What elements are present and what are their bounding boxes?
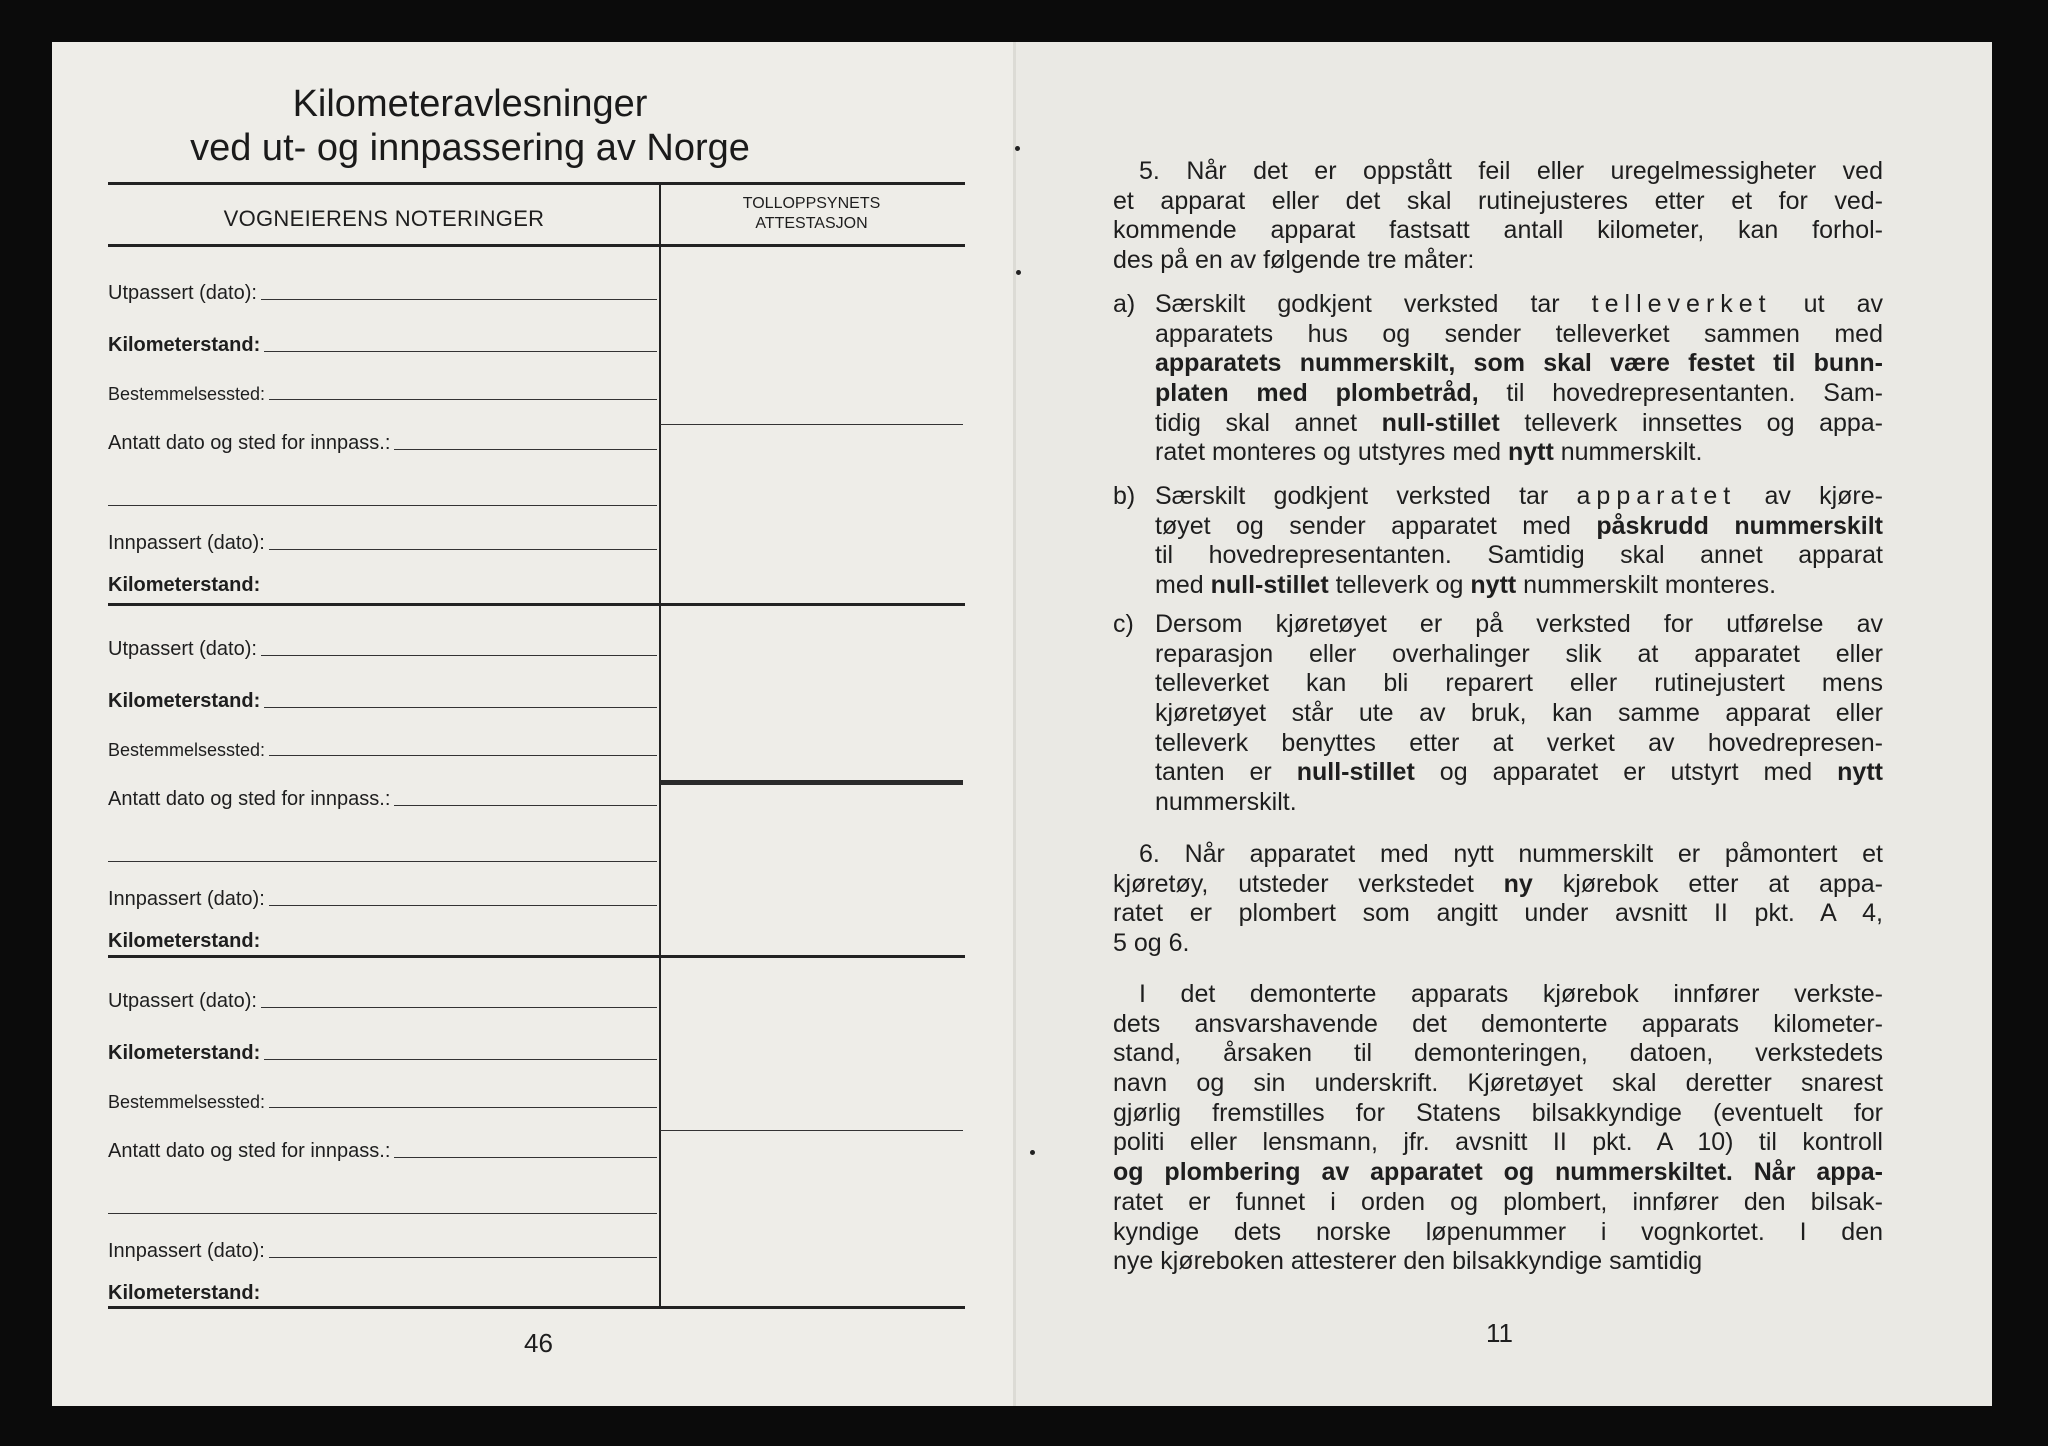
field-label: Innpassert (dato): [108, 888, 265, 910]
field-km1 [108, 1035, 657, 1065]
paragraph [1113, 157, 1883, 276]
text-line [1113, 1158, 1883, 1188]
field-input-line[interactable] [264, 591, 657, 592]
field-input-line[interactable] [264, 947, 657, 948]
customs-header-line2: ATTESTASJON [755, 215, 868, 232]
field-input-line[interactable] [264, 1058, 657, 1060]
block-rule [108, 1306, 965, 1309]
field-dest [108, 1083, 657, 1113]
bold-text: apparatets nummerskilt, som skal være festet til bunn- [1155, 349, 1883, 378]
text-segment: tidig skal annet [1155, 408, 1382, 437]
text-segment: 6. Når apparatet med nytt nummerskilt er påmontert et [1139, 840, 1883, 868]
text-segment: kjørebok etter at appa- [1532, 869, 1883, 898]
text-line [1113, 349, 1883, 379]
spaced-text: apparatet [1576, 482, 1737, 510]
text-line [1113, 929, 1883, 959]
field-input-line[interactable] [269, 1256, 657, 1258]
text-line [1113, 729, 1883, 759]
field-km1 [108, 327, 657, 357]
text-segment: nummerskilt. [1155, 788, 1297, 817]
continuation-line[interactable] [108, 505, 657, 506]
field-antatt [108, 425, 657, 455]
field-label: Kilometerstand: [108, 690, 261, 712]
bold-text: nytt [1837, 758, 1883, 787]
field-input-line[interactable] [394, 804, 657, 806]
field-utpassert [108, 983, 657, 1013]
text-segment: stand, årsaken til demonteringen, datoen, verkstedets [1113, 1039, 1883, 1068]
paragraph [1113, 840, 1883, 959]
field-label: Utpassert (dato): [108, 990, 257, 1012]
field-input-line[interactable] [394, 1156, 657, 1158]
text-line [1113, 1128, 1883, 1158]
field-antatt [108, 781, 657, 811]
text-line [1113, 1099, 1883, 1129]
text-segment: politi eller lensmann, jfr. avsnitt II pkt. A 10) til kontroll [1113, 1128, 1883, 1157]
km-reading-block [108, 247, 963, 603]
text-line [1113, 980, 1883, 1010]
text-line [1113, 1010, 1883, 1040]
text-segment: med [1155, 571, 1211, 600]
text-line [1113, 610, 1883, 640]
field-input-line[interactable] [269, 548, 657, 550]
field-label: Innpassert (dato): [108, 1240, 265, 1262]
field-utpassert [108, 631, 657, 661]
owner-notes-header: VOGNEIERENS NOTERINGER [223, 206, 545, 231]
text-line [1113, 899, 1883, 929]
continuation-line[interactable] [108, 1213, 657, 1214]
field-utpassert [108, 275, 657, 305]
field-label: Kilometerstand: [108, 1282, 261, 1304]
field-innpassert [108, 881, 657, 911]
text-line [1113, 840, 1883, 870]
field-km2 [108, 923, 657, 953]
paragraph [1113, 610, 1883, 818]
field-input-line[interactable] [264, 350, 657, 352]
text-segment: reparasjon eller overhalinger slik at apparatet eller [1155, 639, 1883, 668]
text-line [1113, 379, 1883, 409]
bold-text: nytt [1507, 438, 1554, 467]
text-segment: nummerskilt. [1553, 438, 1703, 467]
text-segment: telleverket kan bli reparert eller rutinejustert mens [1155, 669, 1883, 698]
text-line [1113, 216, 1883, 246]
field-input-line[interactable] [264, 1299, 657, 1300]
punch-mark [1015, 146, 1020, 151]
text-line [1113, 438, 1883, 468]
text-segment: kommende apparat fastsatt antall kilometer, kan forhol- [1113, 216, 1883, 245]
km-reading-block [108, 955, 963, 1306]
field-input-line[interactable] [269, 754, 657, 756]
field-dest [108, 375, 657, 405]
text-segment: Dersom kjøretøyet er på verksted for utførelse av [1155, 610, 1883, 638]
field-label: Kilometerstand: [108, 1042, 261, 1064]
field-label: Kilometerstand: [108, 574, 261, 596]
text-line [1113, 788, 1883, 818]
text-line [1113, 870, 1883, 900]
text-segment: kjøretøy, utsteder verkstedet [1113, 869, 1504, 898]
text-segment: telleverk innsettes og appa- [1499, 408, 1884, 437]
field-input-line[interactable] [261, 654, 657, 656]
text-line [1113, 669, 1883, 699]
text-segment: navn og sin underskrift. Kjøretøyet skal deretter snarest [1113, 1069, 1883, 1098]
text-segment: av kjøre- [1736, 482, 1883, 510]
field-input-line[interactable] [394, 448, 657, 450]
text-line [1113, 512, 1883, 542]
field-label: Bestemmelsessted: [108, 384, 266, 404]
text-segment: apparatets hus og sender telleverket sammen med [1155, 319, 1883, 348]
field-input-line[interactable] [261, 1006, 657, 1008]
text-line [1113, 541, 1883, 571]
field-label: Bestemmelsessted: [108, 1092, 266, 1112]
field-input-line[interactable] [261, 298, 657, 300]
text-segment: kjøretøyet står ute av bruk, kan samme apparat eller [1155, 699, 1883, 728]
text-segment: Særskilt godkjent verksted tar [1155, 482, 1577, 510]
text-line [1113, 1188, 1883, 1218]
page-number-right: 11 [1486, 1318, 1513, 1348]
text-line [1113, 640, 1883, 670]
km-reading-block [108, 603, 963, 955]
text-line [1113, 1218, 1883, 1248]
text-segment: gjørlig fremstilles for Statens bilsakkyndige (eventuelt for [1113, 1098, 1883, 1127]
item-label: a) [1113, 290, 1136, 318]
field-label: Kilometerstand: [108, 334, 261, 356]
text-line [1113, 1247, 1883, 1277]
field-input-line[interactable] [269, 904, 657, 906]
form-title-line2: ved ut- og innpassering av Norge [190, 127, 750, 169]
text-segment: 5 og 6. [1113, 929, 1190, 958]
text-line [1113, 246, 1883, 276]
form-title-line1: Kilometeravlesninger [292, 83, 648, 125]
field-input-line[interactable] [269, 1106, 657, 1108]
punch-mark [1016, 270, 1021, 275]
text-segment: I det demonterte apparats kjørebok innfører verkste- [1139, 980, 1883, 1008]
text-line [1113, 699, 1883, 729]
attestation-line[interactable] [660, 780, 963, 785]
field-dest [108, 731, 657, 761]
field-label: Antatt dato og sted for innpass.: [108, 1140, 391, 1162]
paragraph [1113, 482, 1883, 601]
bold-text: og plombering av apparatet og nummerskiltet. Når appa- [1113, 1158, 1883, 1187]
bold-text: platen med plombetråd, [1155, 379, 1479, 408]
text-segment: dets ansvarshavende det demonterte apparats kilometer- [1113, 1009, 1883, 1038]
field-label: Kilometerstand: [108, 930, 261, 952]
bold-text: null-stillet [1381, 408, 1500, 437]
text-segment: ut av [1771, 290, 1883, 318]
bold-text: null-stillet [1296, 758, 1415, 787]
text-line [1113, 1039, 1883, 1069]
text-segment: til hovedrepresentanten. Sam- [1478, 379, 1884, 408]
item-label: b) [1113, 482, 1136, 510]
field-label: Antatt dato og sted for innpass.: [108, 432, 391, 454]
text-line [1113, 320, 1883, 350]
text-segment: tanten er [1155, 758, 1297, 787]
field-innpassert [108, 525, 657, 555]
bold-text: påskrudd nummerskilt [1596, 511, 1883, 540]
field-label: Bestemmelsessted: [108, 740, 266, 760]
text-line [1113, 409, 1883, 439]
field-km2 [108, 1275, 657, 1305]
item-label: c) [1113, 610, 1134, 638]
text-segment: des på en av følgende tre måter: [1113, 246, 1475, 275]
text-line [1113, 482, 1883, 512]
field-input-line[interactable] [264, 706, 657, 708]
paragraph [1113, 290, 1883, 468]
field-innpassert [108, 1233, 657, 1263]
page-fold [1013, 42, 1016, 1406]
text-segment: ratet er plombert som angitt under avsnitt II pkt. A 4, [1113, 899, 1883, 928]
customs-header-line1: TOLLOPPSYNETS [742, 195, 881, 212]
text-line [1113, 187, 1883, 217]
text-segment: tøyet og sender apparatet med [1155, 511, 1597, 540]
punch-mark [1030, 1150, 1035, 1155]
text-segment: telleverk benyttes etter at verket av hovedrepresen- [1155, 728, 1883, 757]
text-line [1113, 571, 1883, 601]
attestation-line[interactable] [660, 1130, 963, 1131]
text-line [1113, 290, 1883, 320]
text-line [1113, 758, 1883, 788]
field-antatt [108, 1133, 657, 1163]
field-km2 [108, 567, 657, 597]
customs-attestation-header [660, 194, 963, 234]
text-segment: 5. Når det er oppstått feil eller uregelmessigheter ved [1139, 157, 1883, 185]
paragraph [1113, 980, 1883, 1277]
field-label: Utpassert (dato): [108, 638, 257, 660]
bold-text: nytt [1470, 571, 1517, 600]
continuation-line[interactable] [108, 861, 657, 862]
top-rule [108, 182, 965, 185]
field-label: Innpassert (dato): [108, 532, 265, 554]
field-input-line[interactable] [269, 398, 657, 400]
spaced-text: telleverket [1591, 290, 1772, 318]
page-number-left: 46 [524, 1328, 553, 1358]
text-segment: et apparat eller det skal rutinejusteres etter et for ved- [1113, 186, 1883, 215]
bold-text: ny [1503, 869, 1533, 898]
attestation-line[interactable] [660, 424, 963, 425]
bold-text: null-stillet [1210, 571, 1329, 600]
text-segment: nummerskilt monteres. [1516, 571, 1777, 600]
text-line [1113, 1069, 1883, 1099]
text-segment: ratet monteres og utstyres med [1155, 438, 1508, 467]
text-segment: nye kjøreboken attesterer den bilsakkyndige samtidig [1113, 1247, 1703, 1276]
text-segment: telleverk og [1328, 571, 1471, 600]
text-segment: til hovedrepresentanten. Samtidig skal annet apparat [1155, 541, 1883, 570]
text-segment: Særskilt godkjent verksted tar [1155, 290, 1592, 318]
text-segment: og apparatet er utstyrt med [1414, 758, 1838, 787]
text-segment: kyndige dets norske løpenummer i vognkortet. I den [1113, 1217, 1883, 1246]
field-label: Antatt dato og sted for innpass.: [108, 788, 391, 810]
field-label: Utpassert (dato): [108, 282, 257, 304]
text-line [1113, 157, 1883, 187]
field-km1 [108, 683, 657, 713]
text-segment: ratet er funnet i orden og plombert, innfører den bilsak- [1113, 1187, 1883, 1216]
